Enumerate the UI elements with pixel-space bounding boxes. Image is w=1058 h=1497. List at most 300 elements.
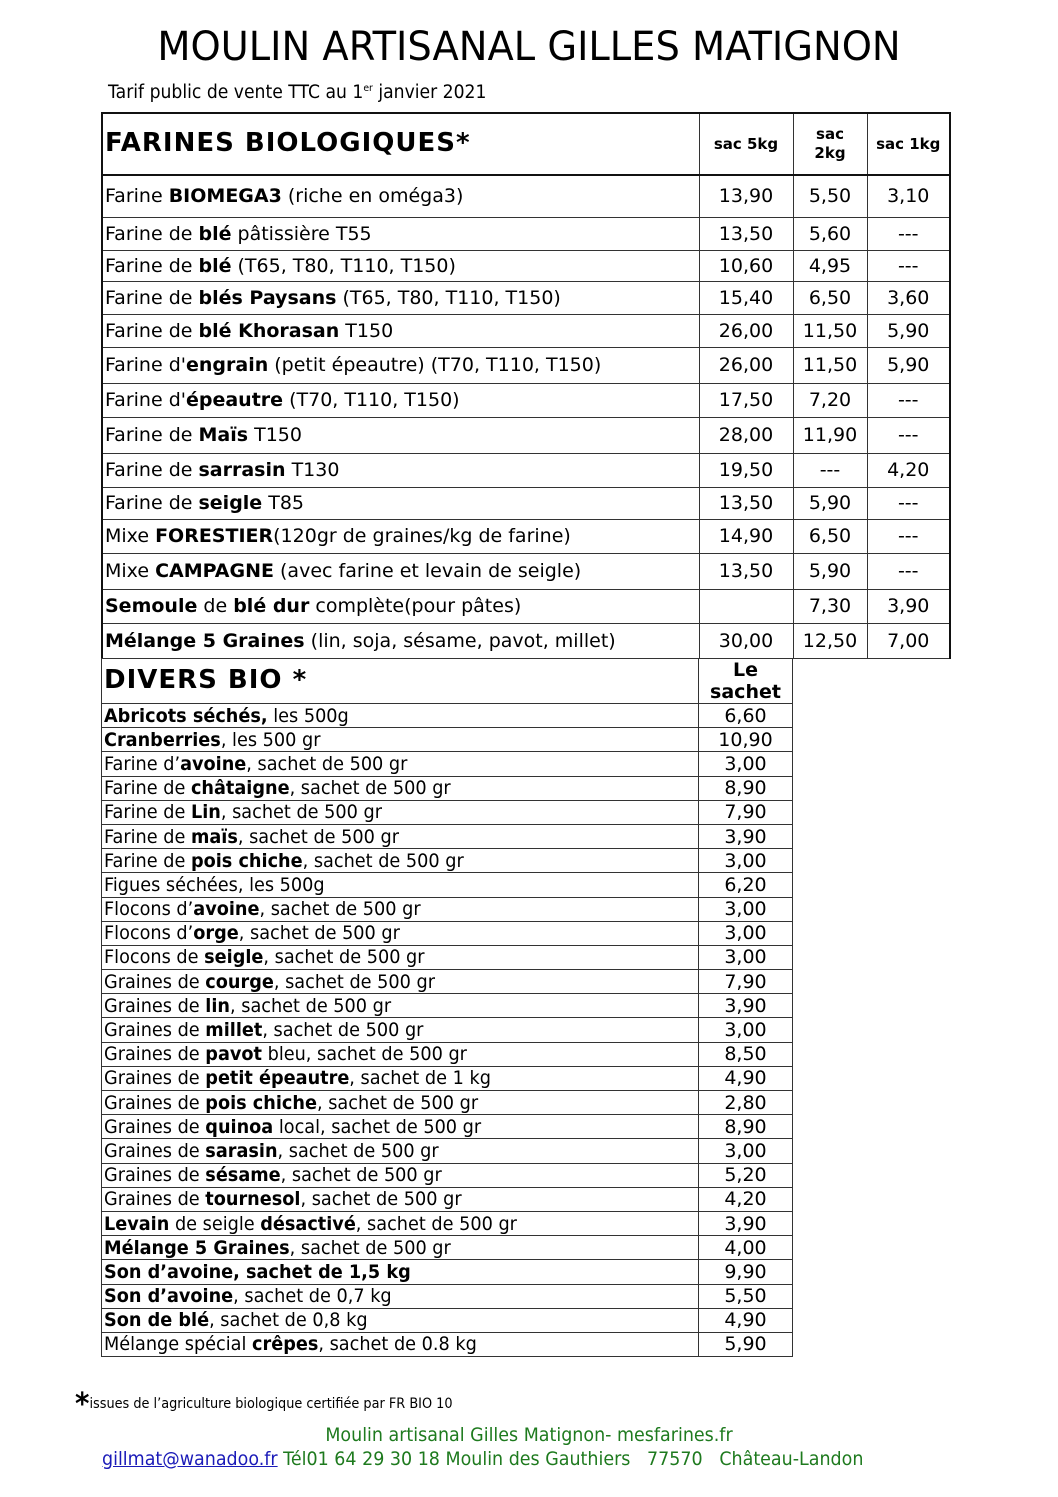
price-sac-2kg: 6,50 (793, 519, 867, 553)
product-name-text: Farine de (105, 424, 199, 446)
product-name-text: Farine de (105, 459, 199, 481)
price-le-sachet: 3,90 (699, 824, 793, 848)
product-name (102, 623, 699, 658)
product-name-wrap (104, 946, 425, 968)
product-name-text: Farine d’ (104, 752, 181, 775)
product-name-text: T85 (262, 492, 305, 514)
product-name (102, 1284, 699, 1308)
product-name-text: Farine de (105, 319, 199, 342)
product-name-wrap (104, 1116, 481, 1138)
product-name-wrap (104, 777, 451, 799)
price-sac-1kg: --- (867, 417, 950, 453)
divers-row (102, 1066, 793, 1090)
product-name-text: pâtissière T55 (231, 222, 372, 245)
farine-row (102, 281, 950, 314)
farine-row (102, 250, 950, 281)
price-sac-1kg: 7,00 (867, 623, 950, 658)
farine-row (102, 487, 950, 519)
product-name-bold: FORESTIER (155, 525, 274, 547)
product-name-text: (T65, T80, T110, T150) (336, 286, 561, 309)
product-name-bold: Son d’avoine, sachet de 1,5 kg (104, 1260, 411, 1283)
product-name-bold: Son d’avoine (104, 1285, 234, 1308)
product-name-text: , sachet de 500 gr (289, 777, 451, 800)
product-name-text: les 500g (267, 704, 349, 727)
column-header-sac-2kg (793, 113, 867, 175)
product-name-text: (avec farine et levain de seigle) (273, 560, 582, 582)
divers-row (102, 970, 793, 994)
product-name-bold: épeautre (185, 389, 284, 411)
price-le-sachet: 5,20 (699, 1163, 793, 1187)
farine-row (102, 519, 950, 553)
product-name-wrap (104, 1019, 423, 1041)
product-name-wrap (104, 922, 400, 944)
product-name (102, 1236, 699, 1260)
product-name-wrap (104, 1333, 477, 1355)
product-name (102, 1042, 699, 1066)
product-name-wrap (104, 874, 325, 896)
farine-row (102, 453, 950, 487)
product-name-wrap (104, 1092, 478, 1114)
divers-row (102, 849, 793, 873)
price-le-sachet: 3,00 (699, 752, 793, 776)
product-name (102, 800, 699, 824)
product-name-wrap (104, 898, 421, 920)
product-name-text: Graines de (104, 1188, 206, 1211)
product-name (102, 175, 699, 217)
product-name (102, 970, 699, 994)
email-link[interactable]: gillmat@wanadoo.fr (102, 1448, 278, 1470)
product-name-text: Flocons d’ (104, 898, 194, 921)
product-name (102, 217, 699, 250)
price-sac-5kg: 14,90 (699, 519, 793, 553)
divers-row (102, 776, 793, 800)
product-name (102, 519, 699, 553)
column-header-le-sachet (699, 659, 793, 704)
divers-section-title (102, 659, 699, 704)
product-name-text: , sachet de 500 gr (220, 801, 382, 824)
product-name (102, 1332, 699, 1356)
price-sac-2kg: 12,50 (793, 623, 867, 658)
product-name-bold: sarrasin (198, 459, 286, 481)
product-name-text: de seigle (169, 1212, 261, 1235)
product-name-bold: avoine (193, 898, 260, 921)
footer-contact-line (102, 1448, 863, 1470)
price-le-sachet: 2,80 (699, 1091, 793, 1115)
divers-row (102, 752, 793, 776)
product-name-text: , sachet de 500 gr (262, 1019, 424, 1042)
product-name-text: , sachet de 500 gr (246, 752, 408, 775)
subtitle-superscript: er (363, 83, 373, 94)
product-name-bold: Lin (190, 801, 221, 824)
price-le-sachet: 3,00 (699, 921, 793, 945)
product-name-wrap (104, 1140, 439, 1162)
product-name-text: Farine d' (105, 389, 186, 411)
product-name-bold: pois chiche (190, 849, 303, 872)
divers-row (102, 704, 793, 728)
divers-row (102, 921, 793, 945)
price-sac-5kg: 13,90 (699, 175, 793, 217)
product-name (102, 824, 699, 848)
product-name-text: Flocons d’ (104, 922, 194, 945)
product-name-text: , sachet de 500 gr (259, 898, 421, 921)
column-header-line-1: Le (733, 659, 758, 681)
product-name-bold: blé (198, 222, 232, 245)
farines-header-row (102, 113, 950, 175)
price-sac-5kg: 17,50 (699, 383, 793, 417)
product-name-text: , sachet de 500 gr (230, 994, 392, 1017)
organic-footnote (75, 1387, 453, 1422)
price-sac-1kg: 5,90 (867, 314, 950, 347)
product-name-bold: Levain (104, 1212, 170, 1235)
product-name-bold: pavot (205, 1043, 262, 1066)
price-le-sachet: 6,20 (699, 873, 793, 897)
price-le-sachet: 3,00 (699, 849, 793, 873)
product-name-bold: blé Khorasan (198, 319, 340, 342)
product-name-bold: BIOMEGA3 (168, 185, 282, 208)
price-le-sachet: 4,20 (699, 1187, 793, 1211)
price-sac-5kg: 13,50 (699, 487, 793, 519)
product-name-wrap (104, 850, 464, 872)
product-name-text: Farine de (105, 222, 199, 245)
product-name (102, 776, 699, 800)
divers-row (102, 1091, 793, 1115)
product-name-bold: seigle (204, 946, 264, 969)
product-name-wrap (104, 729, 320, 751)
divers-header-row (102, 659, 793, 704)
price-sac-5kg: 26,00 (699, 314, 793, 347)
divers-row (102, 1332, 793, 1356)
product-name-bold: orge (193, 922, 239, 945)
product-name-wrap (104, 801, 382, 823)
divers-row (102, 1284, 793, 1308)
product-name (102, 553, 699, 589)
product-name-text: Graines de (104, 1115, 206, 1138)
product-name (102, 945, 699, 969)
product-name-bold: Abricots séchés, (104, 704, 268, 727)
price-sac-2kg: 5,60 (793, 217, 867, 250)
price-sac-1kg: --- (867, 250, 950, 281)
price-sac-2kg: 7,20 (793, 383, 867, 417)
product-name-wrap (104, 1213, 517, 1235)
product-name-bold: Cranberries (104, 728, 221, 751)
product-name (102, 1163, 699, 1187)
divers-row (102, 873, 793, 897)
product-name-text: Graines de (104, 1139, 206, 1162)
product-name-bold: Semoule (105, 595, 198, 617)
price-sac-5kg: 28,00 (699, 417, 793, 453)
product-name-wrap (104, 1285, 392, 1307)
product-name-text: (120gr de graines/kg de farine) (273, 525, 571, 547)
product-name-bold: sarasin (205, 1139, 278, 1162)
product-name-text: de (197, 595, 234, 617)
product-name-bold: désactivé (260, 1212, 356, 1235)
column-header-sac-1kg: sac 1kg (867, 113, 950, 175)
product-name-text: Farine de (104, 849, 191, 872)
divers-row (102, 994, 793, 1018)
price-le-sachet: 3,00 (699, 1018, 793, 1042)
price-sac-1kg: 5,90 (867, 347, 950, 383)
product-name-text: Graines de (104, 1091, 206, 1114)
product-name (102, 1308, 699, 1332)
product-name-bold: blé dur (233, 595, 310, 617)
product-name-wrap (104, 1237, 451, 1259)
product-name-text: , sachet de 500 gr (280, 1164, 442, 1187)
product-name-text: Graines de (104, 970, 206, 993)
product-name (102, 250, 699, 281)
product-name-text: Farine de (105, 492, 199, 514)
product-name-text: Mixe (105, 525, 156, 547)
divers-row (102, 1260, 793, 1284)
product-name-bold: lin (205, 994, 231, 1017)
product-name-bold: millet (205, 1019, 263, 1042)
farine-row (102, 417, 950, 453)
product-name (102, 1115, 699, 1139)
product-name-bold: engrain (185, 354, 269, 376)
subtitle-date: janvier 2021 (372, 82, 487, 103)
asterisk-icon: * (75, 1387, 90, 1422)
price-sac-5kg: 26,00 (699, 347, 793, 383)
product-name (102, 453, 699, 487)
product-name-text: Graines de (104, 1067, 206, 1090)
product-name-bold: sésame (205, 1164, 281, 1187)
product-name-text: , sachet de 500 gr (302, 849, 464, 872)
product-name-bold: Son de blé (104, 1309, 210, 1332)
price-sac-1kg: 3,10 (867, 175, 950, 217)
product-name-bold: avoine (180, 752, 247, 775)
divers-row (102, 1236, 793, 1260)
product-name-text: , sachet de 500 gr (289, 1236, 451, 1259)
product-name-wrap (104, 705, 349, 727)
price-le-sachet: 3,90 (699, 1211, 793, 1235)
price-sac-1kg: 4,20 (867, 453, 950, 487)
product-name-wrap (104, 1309, 368, 1331)
price-le-sachet: 5,90 (699, 1332, 793, 1356)
price-sac-2kg: 5,90 (793, 553, 867, 589)
product-name-text: Graines de (104, 1019, 206, 1042)
price-le-sachet: 6,60 (699, 704, 793, 728)
price-sac-5kg: 10,60 (699, 250, 793, 281)
price-sac-1kg: 3,90 (867, 589, 950, 623)
product-name-wrap (104, 826, 399, 848)
divers-row (102, 1308, 793, 1332)
column-header-sac-2kg-text: sac 2kg (814, 125, 846, 162)
price-le-sachet: 8,50 (699, 1042, 793, 1066)
product-name-text: (riche en oméga3) (281, 185, 464, 208)
product-name (102, 1066, 699, 1090)
product-name-text: Farine de (104, 825, 191, 848)
price-sac-2kg: 7,30 (793, 589, 867, 623)
price-le-sachet: 3,00 (699, 945, 793, 969)
product-name-text: (T65, T80, T110, T150) (231, 254, 456, 277)
farine-row (102, 383, 950, 417)
price-sac-5kg: 13,50 (699, 217, 793, 250)
product-name-bold: seigle (198, 492, 263, 514)
product-name (102, 487, 699, 519)
product-name-text: , sachet de 500 gr (316, 1091, 479, 1114)
product-name (102, 849, 699, 873)
farine-row (102, 589, 950, 623)
product-name-text: Farine de (104, 801, 191, 824)
product-name-bold: crêpes (252, 1333, 319, 1356)
product-name (102, 994, 699, 1018)
product-name-wrap (104, 1067, 491, 1089)
price-sac-5kg: 15,40 (699, 281, 793, 314)
product-name-text: local, sachet de 500 gr (273, 1115, 482, 1138)
document-title: MOULIN ARTISANAL GILLES MATIGNON (157, 24, 901, 70)
product-name (102, 728, 699, 752)
price-sac-2kg: 4,95 (793, 250, 867, 281)
product-name-text: , sachet de 1 kg (349, 1067, 491, 1090)
farine-row (102, 217, 950, 250)
product-name-text: , sachet de 500 gr (263, 946, 425, 969)
subtitle-text: Tarif public de vente TTC au 1 (108, 82, 364, 103)
price-le-sachet: 10,90 (699, 728, 793, 752)
product-name (102, 1018, 699, 1042)
product-name-text: Farine de (105, 254, 199, 277)
footer-company-line: Moulin artisanal Gilles Matignon- mesfarines.fr (325, 1424, 733, 1446)
product-name-wrap (104, 1188, 462, 1210)
product-name-text: , sachet de 0,7 kg (233, 1285, 392, 1308)
price-sac-1kg: --- (867, 553, 950, 589)
product-name-text: (lin, soja, sésame, pavot, millet) (304, 629, 616, 652)
price-sac-1kg: --- (867, 383, 950, 417)
product-name-text: (T70, T110, T150) (283, 389, 460, 411)
product-name-text: Graines de (104, 994, 206, 1017)
product-name-text: , sachet de 500 gr (237, 825, 399, 848)
product-name-bold: quinoa (205, 1115, 274, 1138)
product-name-text: bleu, sachet de 500 gr (261, 1043, 467, 1066)
product-name-text: Mélange spécial (104, 1333, 253, 1356)
farine-row (102, 175, 950, 217)
product-name-bold: maïs (190, 825, 238, 848)
footer-address: Tél01 64 29 30 18 Moulin des Gauthiers 77570 Château-Landon (277, 1448, 864, 1470)
price-le-sachet: 8,90 (699, 776, 793, 800)
farine-row (102, 314, 950, 347)
product-name (102, 347, 699, 383)
divers-row (102, 728, 793, 752)
price-sac-5kg (699, 589, 793, 623)
product-name-bold: pois chiche (205, 1091, 317, 1114)
divers-row (102, 1187, 793, 1211)
product-name (102, 897, 699, 921)
product-name (102, 873, 699, 897)
product-name-wrap (104, 1043, 467, 1065)
product-name (102, 1260, 699, 1284)
product-name (102, 314, 699, 347)
price-le-sachet: 5,50 (699, 1284, 793, 1308)
price-le-sachet: 8,90 (699, 1115, 793, 1139)
product-name-text: Farine de (104, 777, 191, 800)
price-sac-2kg: 11,90 (793, 417, 867, 453)
product-name-text: complète(pour pâtes) (309, 595, 522, 617)
product-name (102, 1091, 699, 1115)
product-name (102, 921, 699, 945)
product-name-text: , sachet de 0,8 kg (209, 1309, 368, 1332)
farines-table (101, 112, 951, 659)
product-name-text: , sachet de 500 gr (273, 970, 435, 993)
price-sac-2kg: 5,90 (793, 487, 867, 519)
divers-row (102, 897, 793, 921)
farine-row (102, 347, 950, 383)
price-le-sachet: 4,00 (699, 1236, 793, 1260)
product-name-text: Graines de (104, 1164, 206, 1187)
product-name-bold: Mélange 5 Graines (104, 1236, 290, 1259)
price-sac-5kg: 30,00 (699, 623, 793, 658)
price-sac-2kg: 11,50 (793, 314, 867, 347)
divers-row (102, 1211, 793, 1235)
product-name-text: T150 (339, 319, 394, 342)
product-name-text: , sachet de 500 gr (355, 1212, 517, 1235)
product-name (102, 1187, 699, 1211)
divers-row (102, 1018, 793, 1042)
product-name-text: Farine d' (105, 354, 186, 376)
product-name-bold: châtaigne (190, 777, 290, 800)
product-name-text: Mixe (105, 560, 156, 582)
product-name-bold: Maïs (198, 424, 249, 446)
price-sac-2kg: 5,50 (793, 175, 867, 217)
product-name (102, 752, 699, 776)
product-name-text: T150 (248, 424, 302, 446)
product-name (102, 589, 699, 623)
product-name (102, 417, 699, 453)
price-sac-2kg: --- (793, 453, 867, 487)
product-name (102, 281, 699, 314)
product-name (102, 1139, 699, 1163)
product-name-text: , sachet de 500 gr (277, 1139, 439, 1162)
price-le-sachet: 7,90 (699, 970, 793, 994)
product-name-text: , sachet de 500 gr (238, 922, 400, 945)
product-name-wrap (104, 753, 407, 775)
price-sac-1kg: 3,60 (867, 281, 950, 314)
divers-row (102, 1042, 793, 1066)
farine-row (102, 553, 950, 589)
price-le-sachet: 4,90 (699, 1308, 793, 1332)
section-title-text: DIVERS BIO * (104, 665, 308, 695)
product-name (102, 383, 699, 417)
product-name-text: , sachet de 0.8 kg (318, 1333, 477, 1356)
product-name-wrap (104, 1164, 442, 1186)
price-le-sachet: 9,90 (699, 1260, 793, 1284)
product-name-bold: tournesol (205, 1188, 301, 1211)
farine-row (102, 623, 950, 658)
price-le-sachet: 4,90 (699, 1066, 793, 1090)
column-header-line-2: sachet (710, 681, 781, 703)
section-title-text: FARINES BIOLOGIQUES* (105, 128, 471, 158)
divers-row (102, 824, 793, 848)
product-name-wrap (104, 995, 391, 1017)
price-sac-5kg: 19,50 (699, 453, 793, 487)
product-name-text: Figues séchées, les 500g (104, 873, 325, 896)
product-name (102, 704, 699, 728)
product-name (102, 1211, 699, 1235)
price-le-sachet: 3,00 (699, 897, 793, 921)
product-name-text: , sachet de 500 gr (300, 1188, 462, 1211)
product-name-bold: courge (205, 970, 274, 993)
footnote-text: issues de l’agriculture biologique certifiée par FR BIO 10 (89, 1396, 453, 1412)
product-name-bold: blés Paysans (198, 286, 337, 309)
price-le-sachet: 3,90 (699, 994, 793, 1018)
product-name-text: Flocons de (104, 946, 205, 969)
price-sac-1kg: --- (867, 217, 950, 250)
product-name-text: Farine (105, 185, 169, 208)
divers-table (101, 658, 793, 1357)
product-name-text: Farine de (105, 286, 199, 309)
farines-section-title (102, 113, 699, 175)
divers-row (102, 1163, 793, 1187)
price-sac-2kg: 6,50 (793, 281, 867, 314)
price-le-sachet: 7,90 (699, 800, 793, 824)
product-name-bold: blé (198, 254, 232, 277)
